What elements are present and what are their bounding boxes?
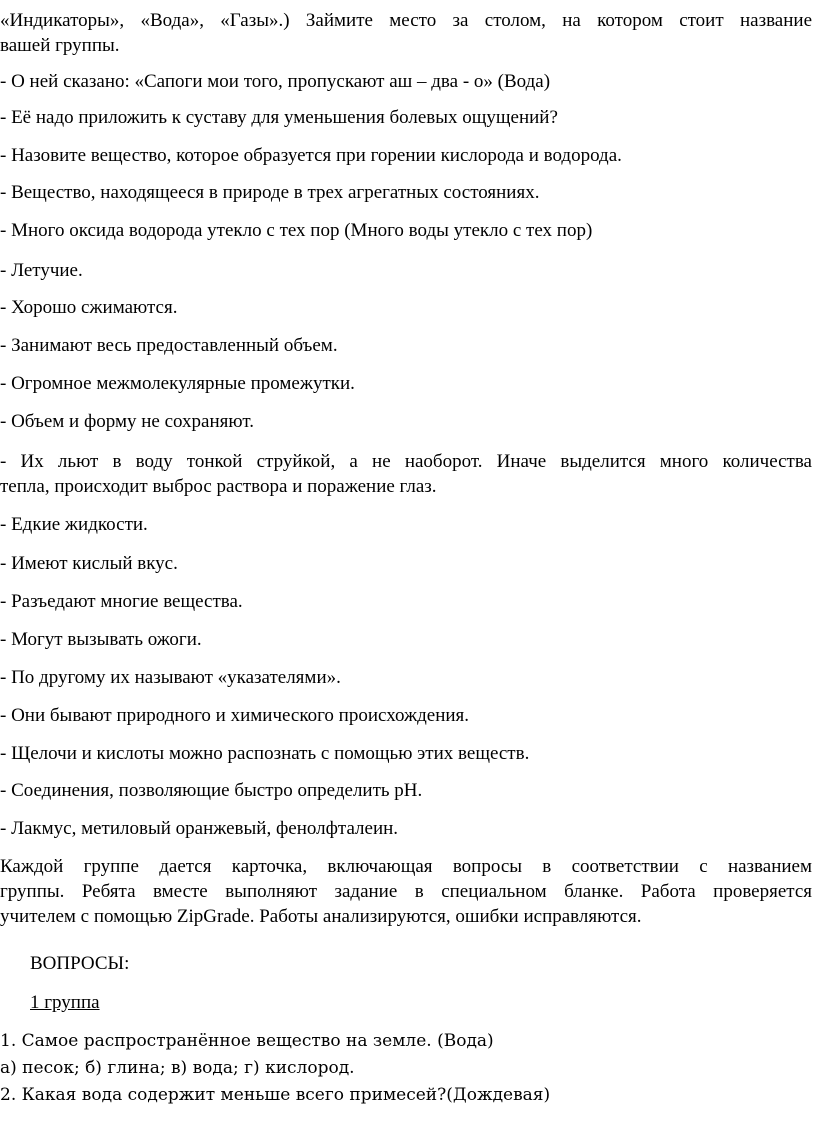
clue-item: - Назовите вещество, которое образуется при горении кислорода и водорода. [0, 145, 622, 166]
group-heading: 1 группа [30, 992, 100, 1013]
card-line-3: учителем с помощью ZipGrade. Работы анализируются, ошибки исправляются. [0, 906, 642, 927]
clue-item: - Объем и форму не сохраняют. [0, 411, 254, 432]
question-2: 2. Какая вода содержит меньше всего примесей?(Дождевая) [0, 1085, 551, 1105]
clue-item: - Имеют кислый вкус. [0, 553, 178, 574]
question-1: 1. Самое распространённое вещество на земле. (Вода) [0, 1031, 494, 1051]
intro-line-1: «Индикаторы», «Вода», «Газы».) Займите место за столом, на котором стоит название [0, 10, 812, 31]
acid-note-line-1: - Их льют в воду тонкой струйкой, а не наоборот. Иначе выделится много количества [0, 451, 812, 472]
clue-item: - Разъедают многие вещества. [0, 591, 243, 612]
clue-item: - Занимают весь предоставленный объем. [0, 335, 338, 356]
card-line-2: группы. Ребята вместе выполняют задание в специальном бланке. Работа проверяется [0, 881, 812, 902]
card-paragraph [0, 854, 812, 929]
intro-line-2: вашей группы. [0, 35, 120, 56]
clue-item: - По другому их называют «указателями». [0, 667, 341, 688]
clue-item: - Много оксида водорода утекло с тех пор (Много воды утекло с тех пор) [0, 220, 593, 241]
clue-item: - Летучие. [0, 260, 83, 281]
intro-paragraph [0, 8, 812, 58]
clue-item: - Щелочи и кислоты можно распознать с помощью этих веществ. [0, 743, 530, 764]
clue-item: - Огромное межмолекулярные промежутки. [0, 373, 355, 394]
clue-item: - Соединения, позволяющие быстро определить рН. [0, 780, 423, 801]
clue-item: - Лакмус, метиловый оранжевый, фенолфталеин. [0, 818, 399, 839]
clue-item: - Хорошо сжимаются. [0, 297, 178, 318]
clue-item: - Могут вызывать ожоги. [0, 629, 202, 650]
acid-note-paragraph [0, 449, 812, 499]
clue-item: - Вещество, находящееся в природе в трех агрегатных состояниях. [0, 182, 540, 203]
clue-item: - Её надо приложить к суставу для уменьшения болевых ощущений? [0, 107, 558, 128]
acid-note-line-2: тепла, происходит выброс раствора и поражение глаз. [0, 476, 437, 497]
card-line-1: Каждой группе дается карточка, включающая вопросы в соответствии с названием [0, 856, 812, 877]
clue-item: - Они бывают природного и химического происхождения. [0, 705, 470, 726]
questions-heading: ВОПРОСЫ: [30, 953, 130, 974]
clue-item: - О ней сказано: «Сапоги мои того, пропускают аш – два - о» (Вода) [0, 71, 551, 92]
clue-item: - Едкие жидкости. [0, 514, 148, 535]
question-1-options: а) песок; б) глина; в) вода; г) кислород. [0, 1058, 355, 1078]
